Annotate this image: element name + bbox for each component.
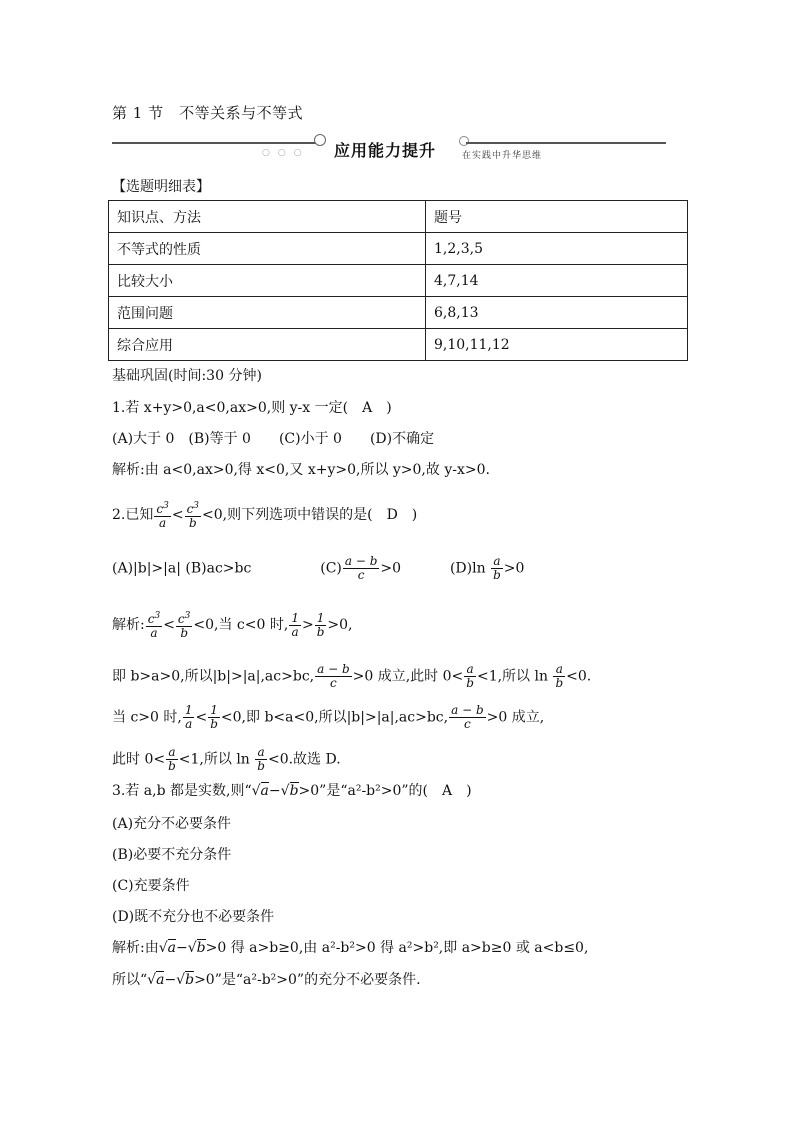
analysis-text: <0,当 c<0 时,	[193, 617, 289, 633]
fraction-a-minus-b-over-c: $\frac{a - b}{c}$	[451, 703, 484, 731]
q2-stem: 2.已知 $\frac{c^3}{a}$ < $\frac{c^3}{b}$ <0,则下列选项中错误的是( D )	[112, 501, 418, 530]
table-cell: 6,8,13	[426, 297, 688, 329]
q2-option-d-prefix: (D)ln	[449, 560, 486, 577]
topic-table	[108, 200, 688, 361]
table-cell: 4,7,14	[426, 265, 688, 297]
q3-stem-suffix: ”是“a²-b²>0”的( A )	[319, 783, 472, 799]
q1-analysis: 解析:由 a<0,ax>0,得 x<0,又 x+y>0,所以 y>0,故 y-x>0.	[112, 462, 490, 478]
banner-circle-icon	[314, 134, 326, 146]
q2-analysis-2	[112, 663, 591, 690]
table-cell: 9,10,11,12	[426, 329, 688, 361]
analysis-text: <1,所以 ln	[178, 751, 250, 768]
q2-stem-prefix: 2.已知	[112, 507, 154, 523]
section-title: 第 1 节 不等关系与不等式	[112, 104, 304, 122]
banner-title: 应用能力提升	[334, 141, 437, 160]
analysis-text: 解析:由	[112, 940, 159, 956]
table-row	[109, 233, 688, 265]
table-cell: 范围问题	[109, 297, 426, 329]
q2-analysis-3: 当 c>0 时, $\frac{1}{a}$ < $\frac{1}{b}$ <0,即 b<a<0,所以|b|>|a|,ac>bc, $\frac{a - b}{c}$ >0 成立,	[112, 703, 545, 731]
analysis-text: 即 b>a>0,所以|b|>|a|,ac>bc,	[112, 668, 315, 685]
table-header-cell: 题号	[426, 201, 688, 233]
fraction-a-over-b: $\frac{a}{b}$	[257, 745, 265, 773]
analysis-text: >0,	[327, 617, 353, 633]
analysis-text: ”是“a²-b²>0”的充分不必要条件.	[214, 972, 421, 988]
fraction-a-over-b: $\frac{a}{b}$	[493, 554, 501, 582]
sqrt-expression: √a−√b>0	[251, 783, 320, 799]
q3-stem	[112, 782, 472, 800]
q3-analysis-1	[112, 939, 588, 957]
fraction-a-minus-b-over-c: $\frac{a - b}{c}$	[344, 554, 378, 582]
q3-stem-prefix: 3.若 a,b 都是实数,则“	[112, 783, 252, 799]
banner-subtitle: 在实践中升华思维	[462, 151, 543, 161]
q2-stem-suffix: <0,则下列选项中错误的是( D )	[202, 507, 418, 523]
analysis-text: >0 成立,	[486, 709, 545, 726]
q3-analysis-2	[112, 971, 421, 989]
banner-line-right	[466, 142, 666, 144]
fraction-c3-over-a: $\frac{c^3}{a}$	[147, 611, 161, 640]
analysis-text: >0 得 a>b≥0,由 a²-b²>0 得 a²>b²,即 a>b≥0 或 a<b≤0,	[205, 940, 589, 956]
table-header-cell: 知识点、方法	[109, 201, 426, 233]
fraction-a-over-b: $\frac{a}{b}$	[168, 745, 176, 773]
fraction-c3-over-b: $\frac{c^3}{b}$	[177, 611, 191, 640]
q2-option-b: (B)ac>bc	[185, 560, 252, 577]
fraction-1-over-a: $\frac{1}{a}$	[184, 703, 193, 731]
q2-analysis-1: 解析: $\frac{c^3}{a}$ < $\frac{c^3}{b}$ <0,当 c<0 时, $\frac{1}{a}$ > $\frac{1}{b}$ >0,	[112, 610, 353, 640]
fraction-a-over-b: $\frac{a}{b}$	[466, 662, 474, 690]
banner-line-left	[112, 142, 318, 144]
sqrt-expression: √a−√b	[158, 940, 206, 956]
analysis-text: >0 成立,此时 0<	[352, 668, 464, 685]
section-heading: 基础巩固(时间:30 分钟)	[112, 368, 262, 384]
table-cell: 综合应用	[109, 329, 426, 361]
analysis-text: 此时 0<	[112, 751, 166, 768]
q2-analysis-4	[112, 746, 341, 773]
table-cell: 比较大小	[109, 265, 426, 297]
analysis-text: 解析:	[112, 617, 145, 633]
table-cell: 1,2,3,5	[426, 233, 688, 265]
analysis-text: 所以“	[112, 972, 148, 988]
q2-option-c-suffix: >0	[380, 560, 402, 577]
banner	[112, 132, 668, 166]
q3-option-a: (A)充分不必要条件	[112, 816, 232, 832]
table-cell: 不等式的性质	[109, 233, 426, 265]
fraction-1-over-a: $\frac{1}{a}$	[291, 610, 299, 639]
analysis-text: <0.	[566, 668, 592, 685]
analysis-text: <1,所以 ln	[476, 668, 549, 685]
banner-dots: ○○○	[262, 148, 310, 158]
fraction-a-minus-b-over-c: $\frac{a - b}{c}$	[317, 662, 350, 690]
fraction-c3-over-b: $\frac{c^3}{b}$	[186, 501, 200, 530]
table-title: 【选题明细表】	[112, 179, 210, 195]
fraction-c3-over-a: $\frac{c^3}{a}$	[156, 501, 169, 530]
analysis-text: 当 c>0 时,	[112, 709, 182, 726]
table-row	[109, 329, 688, 361]
q3-option-b: (B)必要不充分条件	[112, 847, 232, 863]
q3-option-d: (D)既不充分也不必要条件	[112, 909, 275, 925]
table-row	[109, 265, 688, 297]
q1-options: (A)大于 0 (B)等于 0 (C)小于 0 (D)不确定	[112, 431, 435, 447]
table-header-row	[109, 201, 688, 233]
fraction-1-over-b: $\frac{1}{b}$	[316, 610, 325, 639]
fraction-a-over-b: $\frac{a}{b}$	[555, 662, 564, 690]
q2-options	[112, 555, 524, 582]
analysis-text: <0,即 b<a<0,所以|b|>|a|,ac>bc,	[220, 709, 449, 726]
q3-option-c: (C)充要条件	[112, 878, 190, 894]
table-row	[109, 297, 688, 329]
q2-option-d-suffix: >0	[503, 560, 525, 577]
banner-circle-icon-right	[459, 136, 469, 146]
q2-option-c-prefix: (C)	[320, 560, 342, 577]
q1-stem: 1.若 x+y>0,a<0,ax>0,则 y-x 一定( A )	[112, 400, 392, 416]
fraction-1-over-b: $\frac{1}{b}$	[210, 703, 218, 731]
sqrt-expression: √a−√b>0	[147, 972, 215, 988]
analysis-text: <0.故选 D.	[267, 751, 341, 768]
q2-option-a: (A)|b|>|a|	[112, 560, 181, 577]
